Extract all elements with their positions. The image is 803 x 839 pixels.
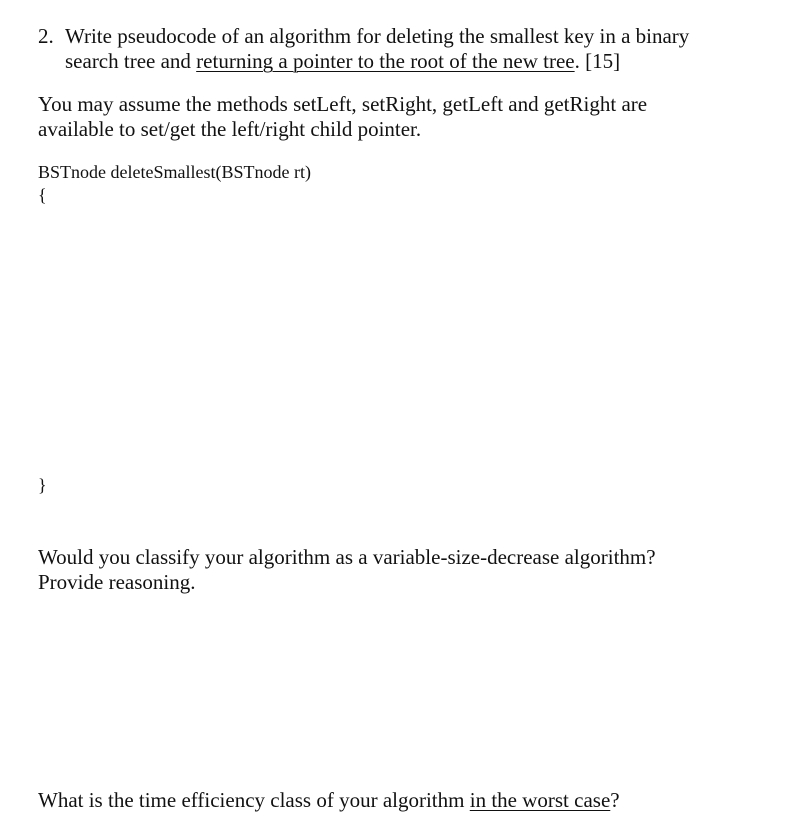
pseudocode-answer-space[interactable]	[38, 210, 758, 470]
close-brace: }	[38, 475, 47, 495]
classify-question-line-2: Provide reasoning.	[38, 570, 196, 594]
assumption-line-2: available to set/get the left/right child pointer.	[38, 117, 422, 141]
question-number: 2.	[38, 24, 54, 48]
classify-question-line-1: Would you classify your algorithm as a variable-size-decrease algorithm?	[38, 545, 656, 569]
function-signature: BSTnode deleteSmallest(BSTnode rt)	[38, 162, 311, 182]
question-line-2-prefix: search tree and	[65, 49, 197, 73]
efficiency-question-prefix: What is the time efficiency class of your algorithm	[38, 788, 470, 812]
efficiency-question-suffix: ?	[610, 788, 620, 812]
reasoning-answer-space[interactable]	[38, 600, 758, 780]
assumption-line-1: You may assume the methods setLeft, setRight, getLeft and getRight are	[38, 92, 648, 116]
question-text-line-2	[65, 48, 620, 74]
efficiency-underlined-phrase: in the worst case	[469, 788, 611, 812]
question-marks: . [15]	[574, 49, 621, 73]
open-brace: {	[38, 185, 47, 205]
question-underlined-phrase: returning a pointer to the root of the new tree	[196, 49, 575, 73]
question-text-line-1: Write pseudocode of an algorithm for deleting the smallest key in a binary	[65, 24, 690, 48]
efficiency-question	[38, 788, 620, 813]
